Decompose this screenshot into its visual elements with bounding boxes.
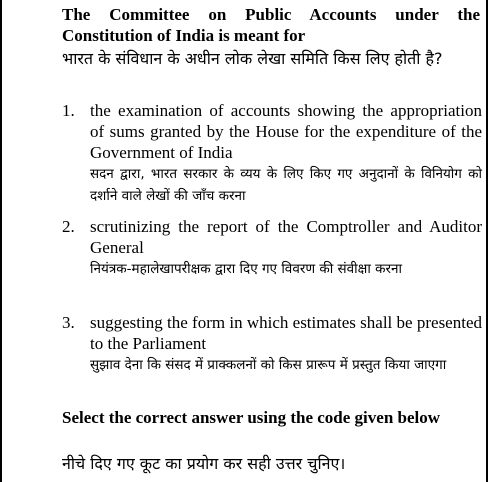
left-border-line	[0, 0, 2, 482]
question-english: The Committee on Public Accounts under the Constitution of India is meant for	[62, 5, 480, 45]
option-hindi: नियंत्रक-महालेखापरीक्षक द्वारा दिए गए विवरण की संवीक्षा करना	[90, 261, 403, 277]
option-hindi: सुझाव देना कि संसद में प्राक्कलनों को किस प्रारूप में प्रस्तुत किया जाएगा	[90, 357, 447, 373]
option-2	[62, 216, 482, 280]
option-english: scrutinizing the report of the Comptroller and Auditor General	[90, 217, 482, 257]
option-number: 2.	[62, 217, 75, 236]
option-1	[62, 100, 482, 207]
option-english: suggesting the form in which estimates shall be presented to the Parliament	[90, 313, 482, 353]
instruction-english: Select the correct answer using the code given below	[62, 408, 441, 427]
option-number: 1.	[62, 101, 75, 120]
option-hindi: सदन द्वारा, भारत सरकार के व्यय के लिए किए गए अनुदानों के विनियोग को दर्शाने वाले लेखों की जाँच करना	[90, 166, 482, 204]
option-english: the examination of accounts showing the appropriation of sums granted by the House for the expenditure of the Government of India	[90, 101, 482, 162]
option-number: 3.	[62, 313, 75, 332]
right-border-line	[486, 0, 488, 482]
option-3	[62, 312, 482, 376]
question-hindi: भारत के संविधान के अधीन लोक लेखा समिति किस लिए होती है?	[62, 49, 443, 68]
instruction-hindi: नीचे दिए गए कूट का प्रयोग कर सही उत्तर चुनिए।	[62, 454, 346, 473]
